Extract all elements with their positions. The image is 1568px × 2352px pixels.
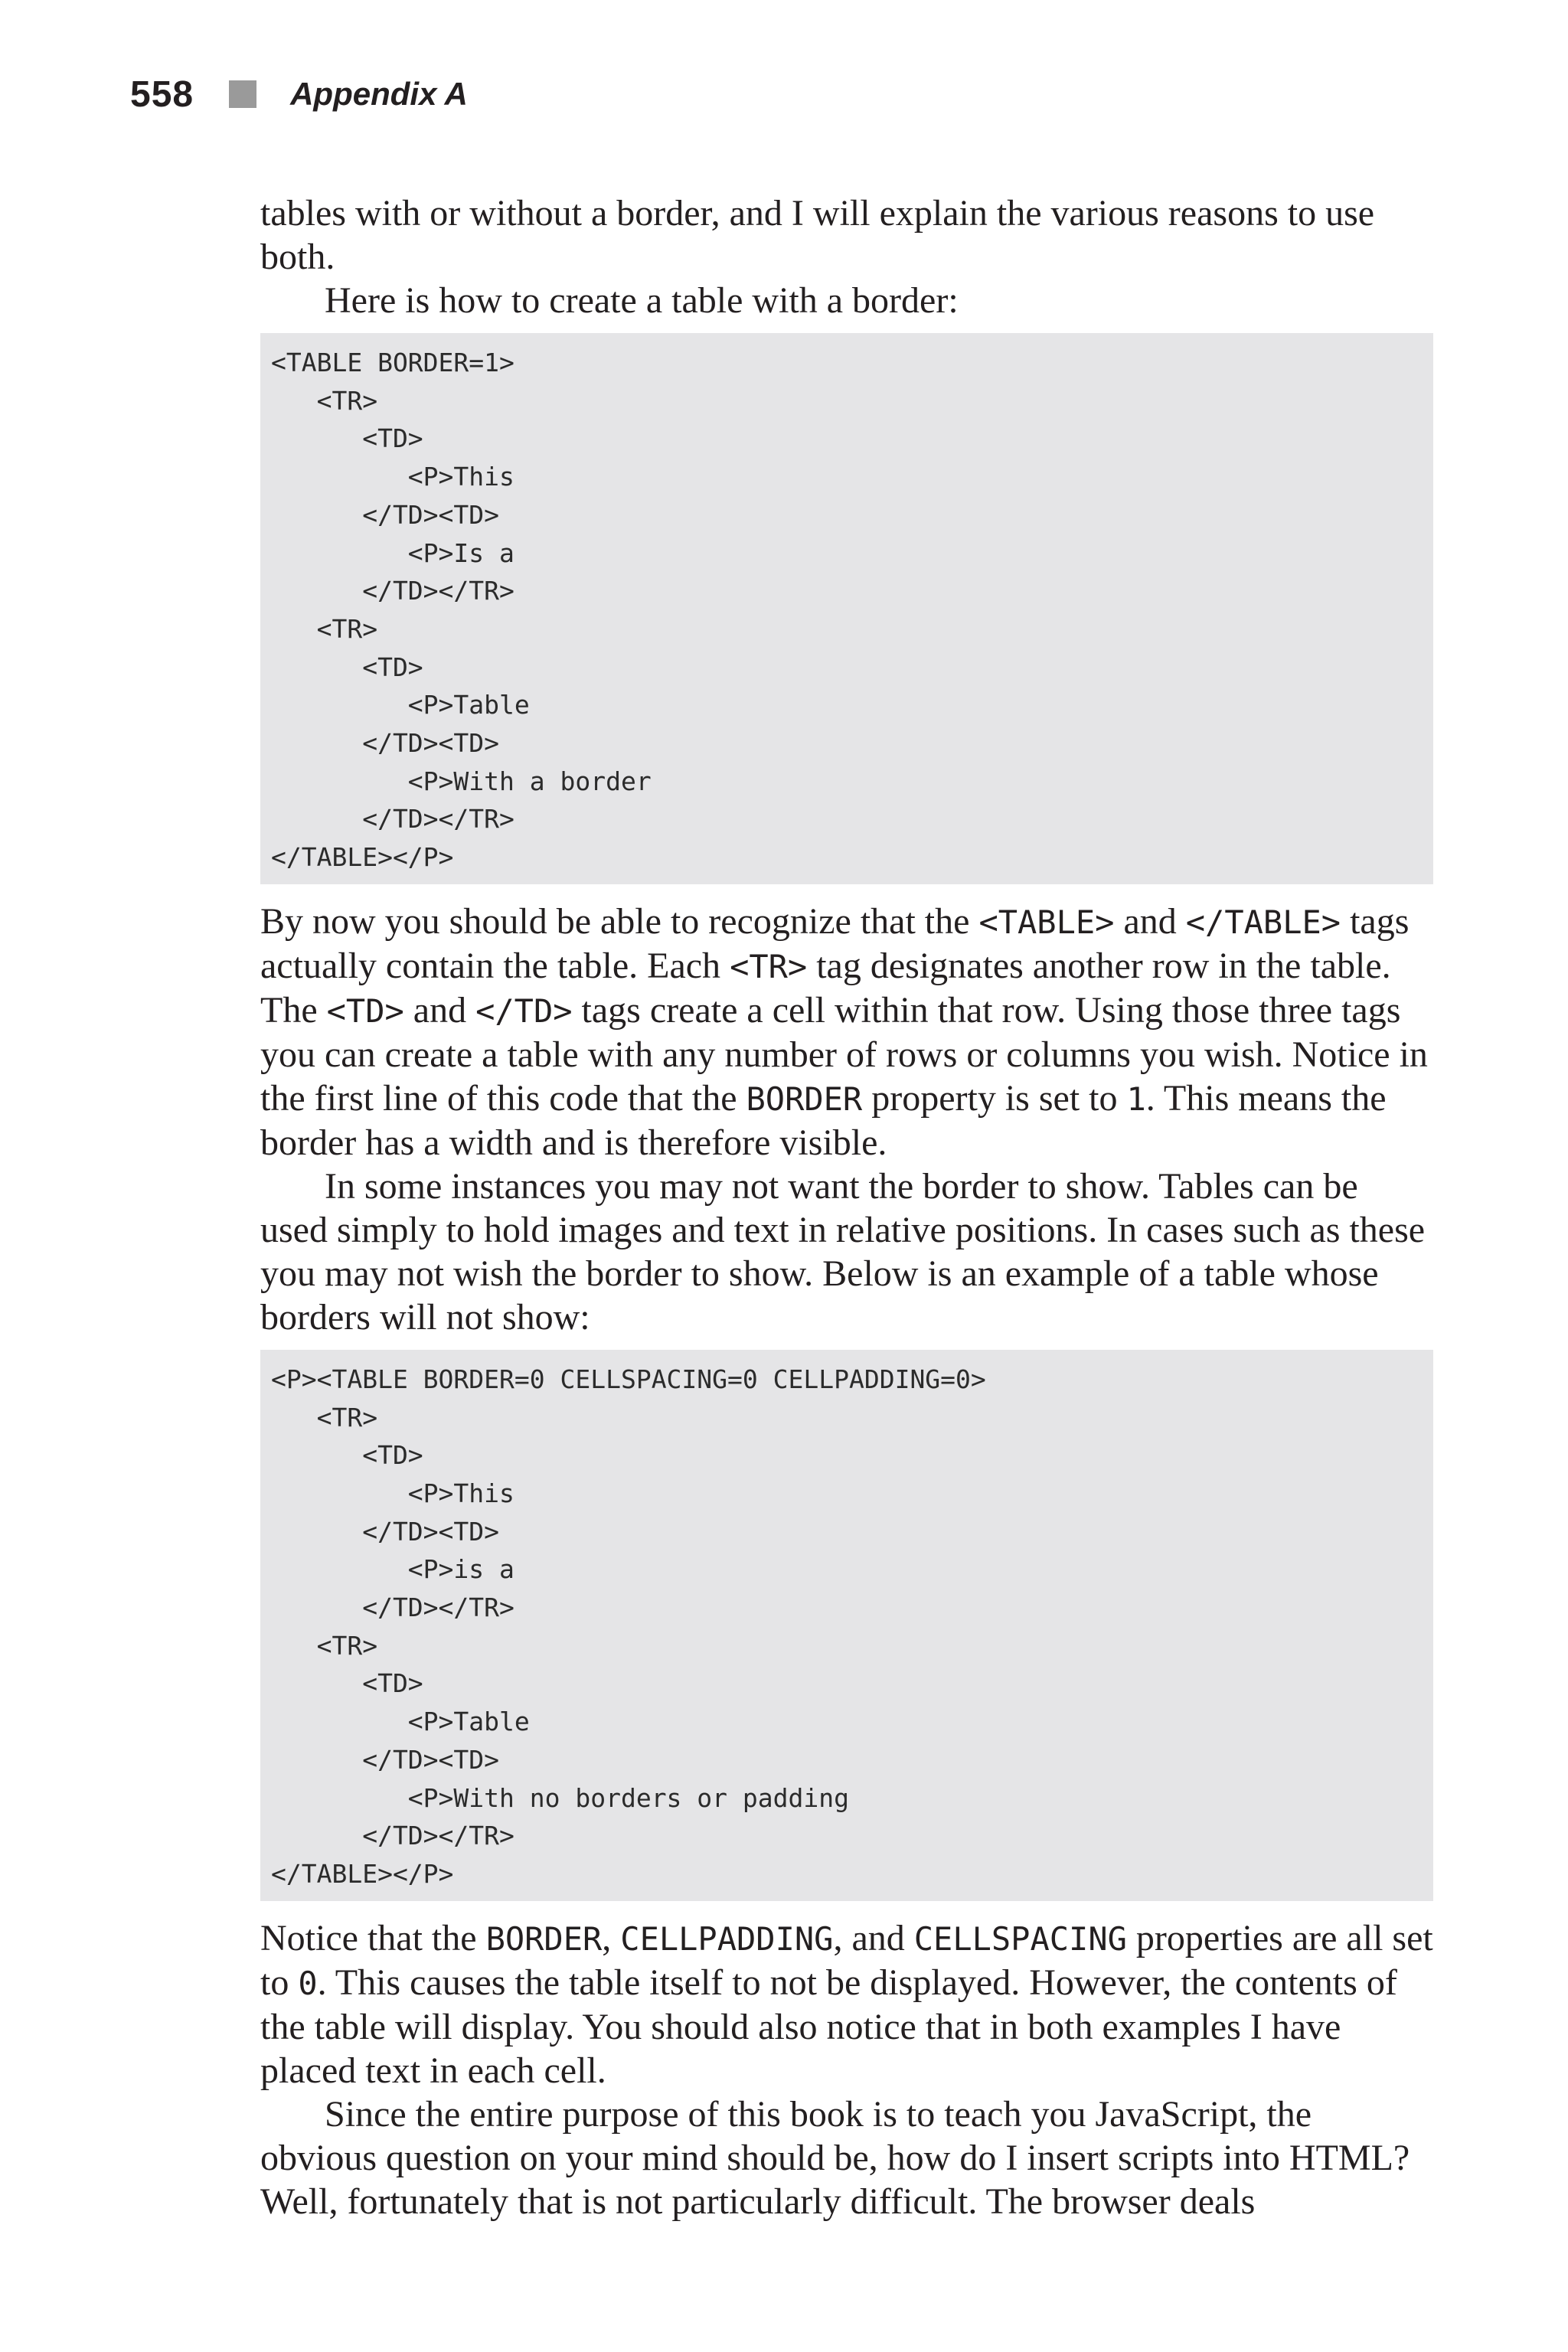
code-line: </TD><TD>: [271, 1516, 500, 1547]
inline-code: </TABLE>: [1185, 903, 1341, 941]
code-line: <TD>: [271, 652, 423, 682]
code-line: <P>Table: [271, 1707, 530, 1737]
code-line: </TD><TD>: [271, 1744, 500, 1775]
text-run: By now you should be able to recognize that the: [260, 900, 979, 942]
code-line: <TD>: [271, 1440, 423, 1471]
code-line: <P>Is a: [271, 537, 514, 568]
code-line: <TABLE BORDER=1>: [271, 348, 514, 377]
paragraph: Here is how to create a table with a border:: [325, 280, 959, 321]
code-line: </TD></TR>: [271, 1592, 514, 1623]
code-line: <TR>: [271, 1402, 378, 1432]
text-run: Notice that the: [260, 1917, 486, 1958]
code-line: </TD></TR>: [271, 576, 514, 606]
text-run: . This means the border has a width and is therefore visible.: [260, 1077, 1387, 1163]
text-run: properties are all set to: [260, 1917, 1433, 2003]
inline-code: </TD>: [475, 991, 573, 1030]
text-run: tag designates another row in the table. The: [260, 945, 1391, 1031]
inline-code: BORDER: [746, 1080, 863, 1118]
inline-code: CELLPADDING: [620, 1919, 834, 1958]
code-line: <P>With a border: [271, 766, 652, 796]
code-line: <TD>: [271, 423, 423, 454]
text-run: and: [1114, 900, 1186, 942]
code-line: <P>With no borders or padding: [271, 1782, 849, 1813]
code-line: <P>is a: [271, 1554, 514, 1585]
code-line: <TD>: [271, 1668, 423, 1699]
running-head: [130, 67, 468, 121]
code-line: <P>This: [271, 1478, 514, 1508]
text-run: tags create a cell within that row. Using those three tags you can create a table with any number of rows or columns you wish. Notice in the first line of this code that the: [260, 989, 1428, 1119]
code-line: </TD></TR>: [271, 1821, 514, 1851]
code-line: </TABLE></P>: [271, 842, 454, 873]
code-line: </TD><TD>: [271, 728, 500, 759]
code-line: </TD><TD>: [271, 499, 500, 530]
paragraph: tables with or without a border, and I will explain the various reasons to use both.: [260, 193, 1375, 277]
inline-code: 0: [298, 1964, 318, 2002]
code-line: <P>Table: [271, 690, 530, 720]
code-block-bordered-table: [260, 333, 1433, 884]
text-run: tags actually contain the table. Each: [260, 900, 1410, 986]
paragraph: In some instances you may not want the border to show. Tables can be used simply to hold images and text in relative positions. In cases such as these you may not wish the border to show. Below is an example of a table whose borders will not show:: [260, 1165, 1426, 1338]
text-run: . This causes the table itself to not be displayed. However, the contents of the table will display. You should also notice that in both examples I have placed text in each cell.: [260, 1962, 1397, 2091]
header-square-icon: [229, 80, 256, 108]
text-run: ,: [602, 1917, 621, 1958]
code-line: <TR>: [271, 613, 378, 644]
code-line: <P>This: [271, 462, 514, 492]
code-line: <P><TABLE BORDER=0 CELLSPACING=0 CELLPADDING=0>: [271, 1364, 986, 1394]
chapter-label: Appendix A: [290, 76, 468, 112]
page-number: 558: [130, 74, 194, 115]
code-line: <TR>: [271, 385, 378, 416]
text-run: property is set to: [862, 1077, 1127, 1119]
code-line: <TR>: [271, 1630, 378, 1661]
inline-code: <TD>: [326, 991, 404, 1030]
inline-code: <TABLE>: [978, 903, 1115, 941]
inline-code: BORDER: [485, 1919, 603, 1958]
text-run: and: [403, 989, 476, 1031]
inline-code: 1: [1126, 1080, 1146, 1118]
page-body: [260, 191, 1433, 2223]
paragraph: Since the entire purpose of this book is to teach you JavaScript, the obvious question on your mind should be, how do I insert scripts into HTML? Well, fortunately that is not particularly difficult. The browser deals: [260, 2093, 1410, 2222]
code-line: </TABLE></P>: [271, 1858, 454, 1889]
code-block-borderless-table: [260, 1350, 1433, 1901]
text-run: , and: [833, 1917, 914, 1958]
paragraph: [260, 900, 1433, 1165]
inline-code: <TR>: [730, 947, 808, 985]
paragraph: [260, 1916, 1433, 2092]
inline-code: CELLSPACING: [913, 1919, 1127, 1958]
code-line: </TD></TR>: [271, 804, 514, 835]
